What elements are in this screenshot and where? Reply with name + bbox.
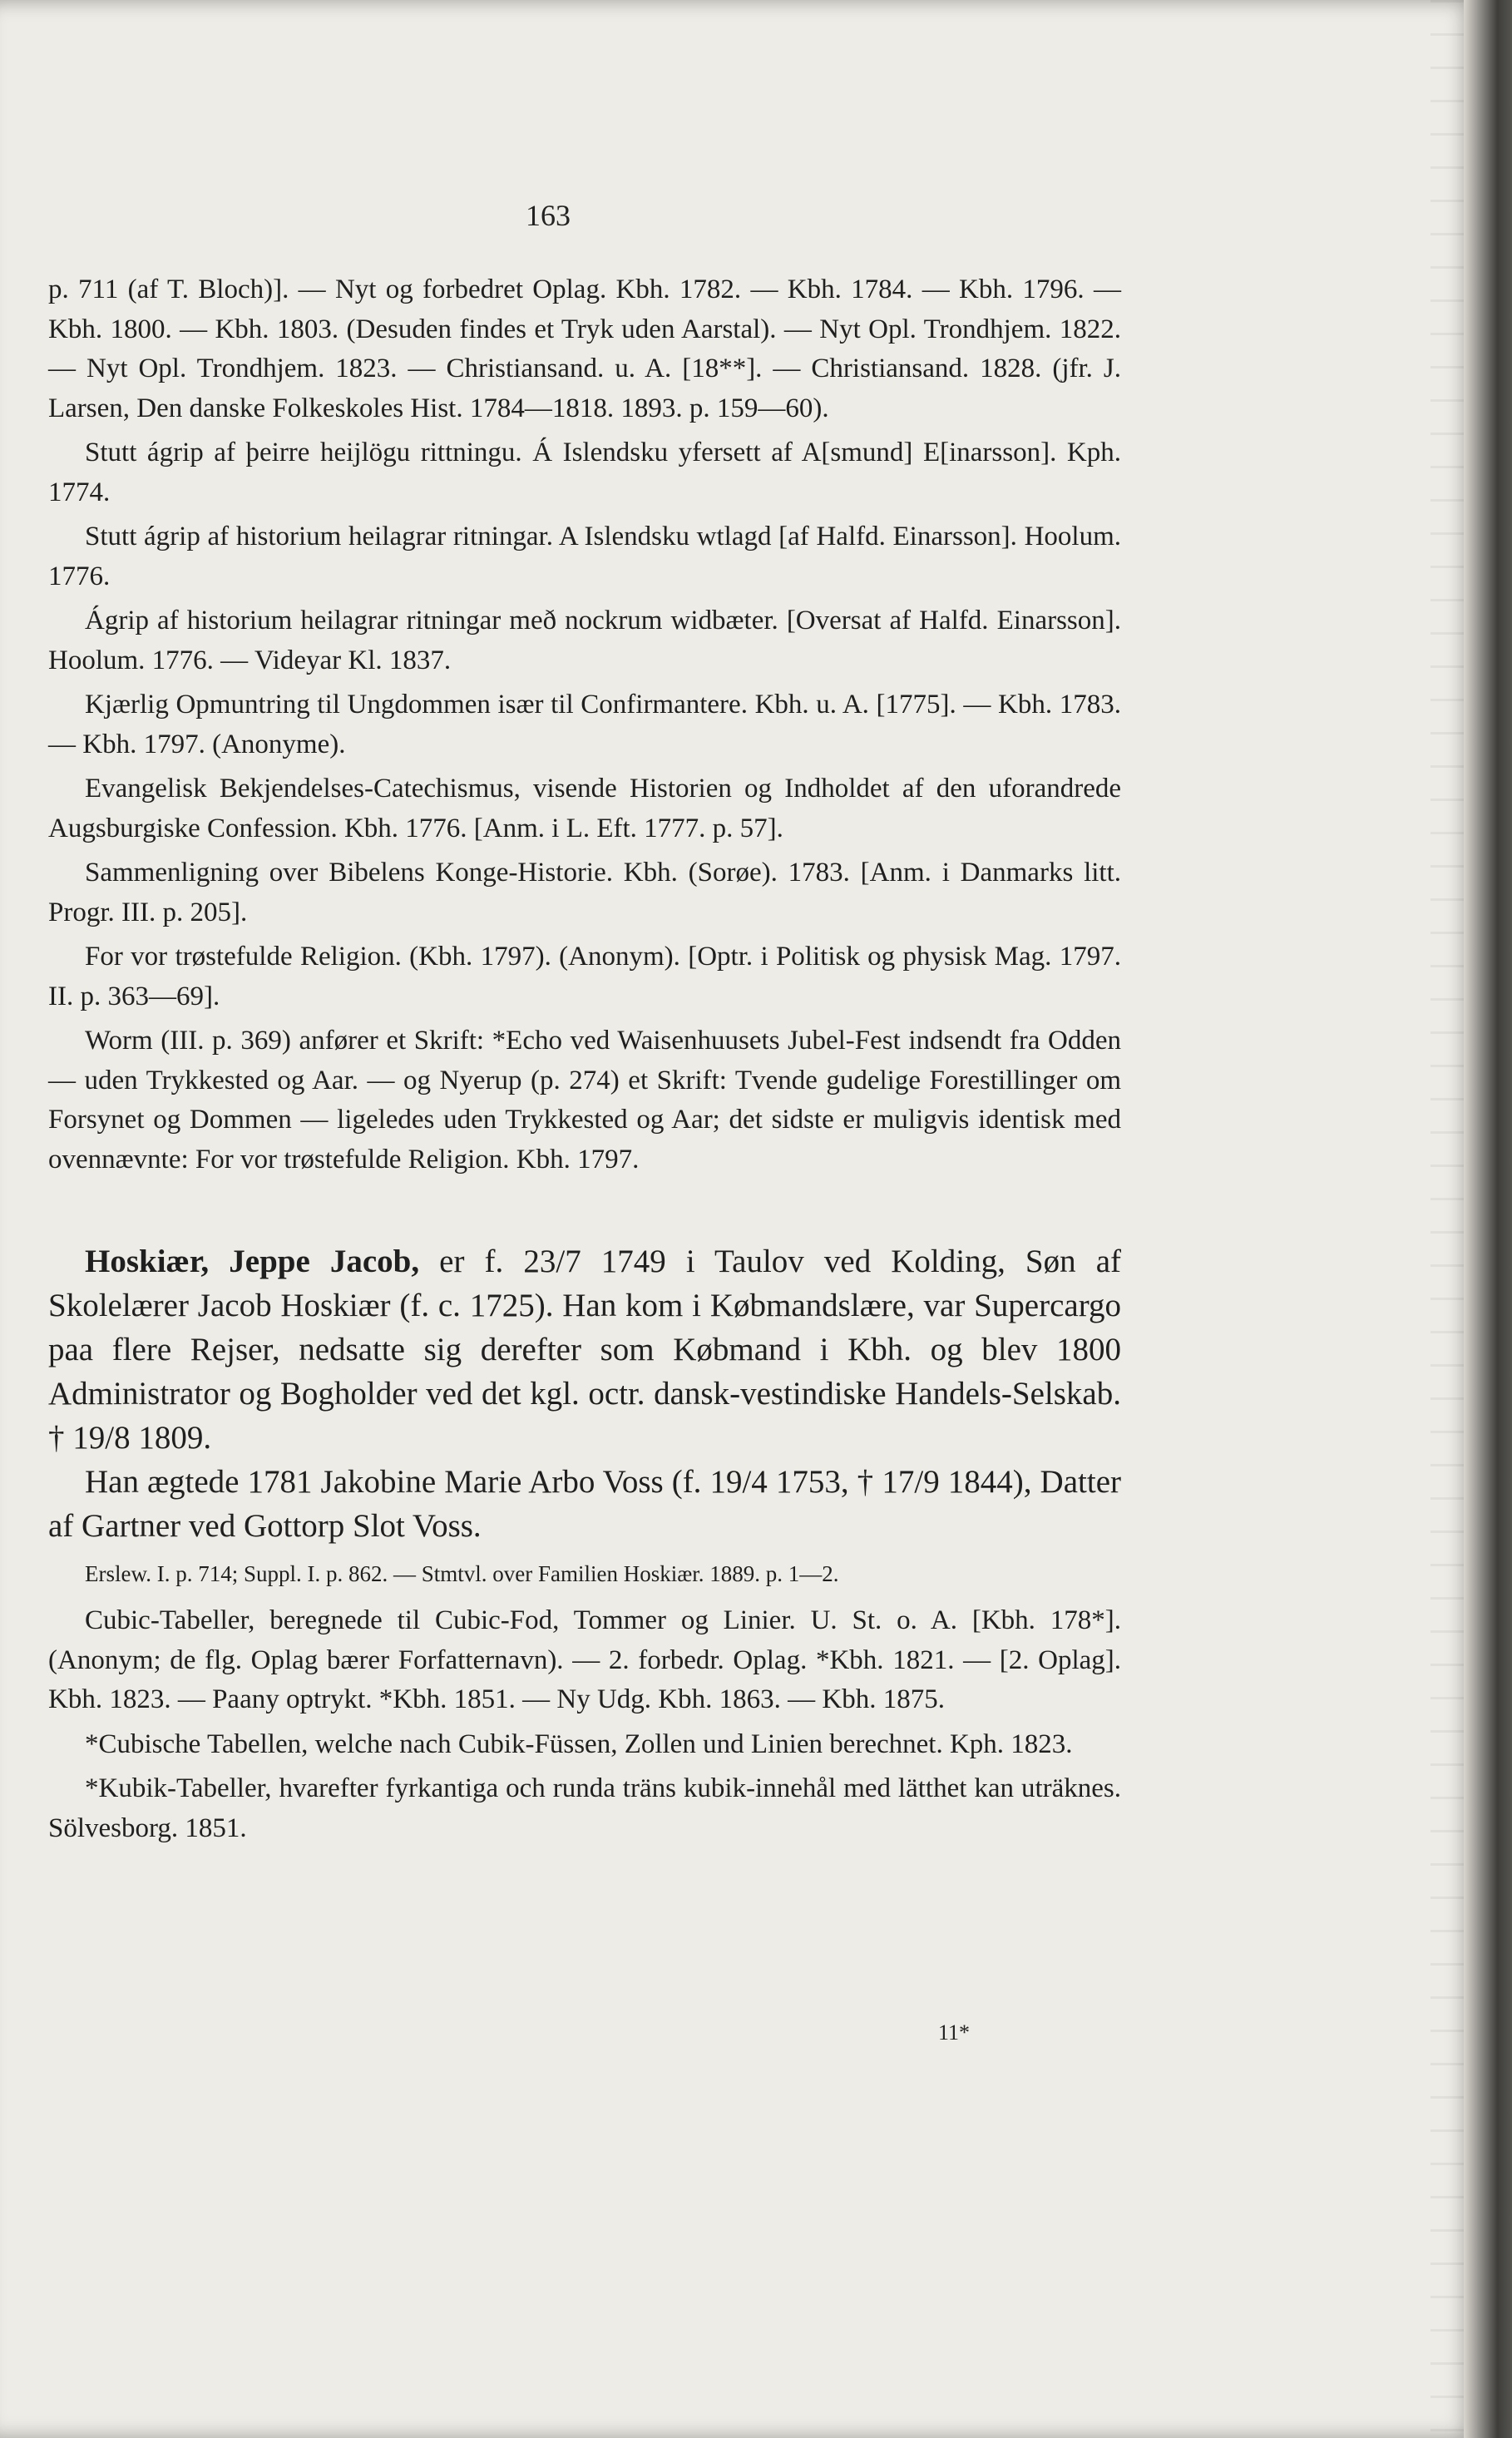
biography-text: er f. 23/7 1749 i Taulov ved Kolding, Søn af Skolelærer Jacob Hoskiær (f. c. 1725). Han kom i Købmandslære, var Supercargo paa flere Rejser, nedsatte sig derefter som Købmand i Kbh. og blev 1800 Administrator og Bogholder ved det kgl. octr. dansk-vestindiske Handels-Selskab. † 19/8 1809. bbox=[48, 1244, 1121, 1456]
biography-marriage: Han ægtede 1781 Jakobine Marie Arbo Voss (f. 19/4 1753, † 17/9 1844), Datter af Gartner ved Gottorp Slot Voss. bbox=[48, 1464, 1121, 1544]
entry-paragraph: Worm (III. p. 369) anfører et Skrift: *Echo ved Waisenhuusets Jubel-Fest indsendt fra Odden — uden Trykkested og Aar. — og Nyerup (p. 274) et Skrift: Tvende gudelige Forestillinger om Forsynet og Dommen — ligeledes uden Trykkested og Aar; det sidste er muligvis identisk med ovennævnte: For vor trøstefulde Religion. Kbh. 1797. bbox=[48, 1026, 1121, 1174]
work-entry: Cubic-Tabeller, beregnede til Cubic-Fod, Tommer og Linier. U. St. o. A. [Kbh. 178*]. (Anonym; de flg. Oplag bærer Forfatternavn). — 2. forbedr. Oplag. *Kbh. 1821. — [2. Oplag]. Kbh. 1823. — Paany optrykt. *Kbh. 1851. — Ny Udg. Kbh. 1863. — Kbh. 1875. bbox=[48, 1605, 1121, 1714]
entry-paragraph: Sammenligning over Bibelens Konge-Historie. Kbh. (Sorøe). 1783. [Anm. i Danmarks litt. Progr. III. p. 205]. bbox=[48, 858, 1121, 927]
biography-paragraph bbox=[48, 1239, 1121, 1460]
entry-paragraph: p. 711 (af T. Bloch)]. — Nyt og forbedret Oplag. Kbh. 1782. — Kbh. 1784. — Kbh. 1796. — Kbh. 1800. — Kbh. 1803. (Desuden findes et Tryk uden Aarstal). — Nyt Opl. Trondhjem. 1822. — Nyt Opl. Trondhjem. 1823. — Christiansand. u. A. [18**]. — Christiansand. 1828. (jfr. J. Larsen, Den danske Folkeskoles Hist. 1784—1818. 1893. p. 159—60). bbox=[48, 274, 1121, 423]
entry-paragraph: Stutt ágrip af historium heilagrar ritningar. A Islendsku wtlagd [af Halfd. Einarsson]. Hoolum. 1776. bbox=[48, 522, 1121, 591]
page-body bbox=[48, 270, 1121, 1853]
entry-paragraph: For vor trøstefulde Religion. (Kbh. 1797). (Anonym). [Optr. i Politisk og physisk Mag. 1797. II. p. 363—69]. bbox=[48, 942, 1121, 1011]
biography-references: Erslew. I. p. 714; Suppl. I. p. 862. — Stmtvl. over Familien Hoskiær. 1889. p. 1—2. bbox=[85, 1561, 839, 1586]
entry-paragraph: Kjærlig Opmuntring til Ungdommen især til Confirmantere. Kbh. u. A. [1775]. — Kbh. 1783. — Kbh. 1797. (Anonyme). bbox=[48, 690, 1121, 759]
work-entry: *Kubik-Tabeller, hvarefter fyrkantiga och runda träns kubik-innehål med lätthet kan uträknes. Sölvesborg. 1851. bbox=[48, 1773, 1121, 1843]
biography-section bbox=[48, 1239, 1121, 1548]
entry-paragraph: Stutt ágrip af þeirre heijlögu rittningu. Á Islendsku yfersett af A[smund] E[inarsson]. Kph. 1774. bbox=[48, 438, 1121, 507]
entry-paragraph: Ágrip af historium heilagrar ritningar með nockrum widbæter. [Oversat af Halfd. Einarsson]. Hoolum. 1776. — Videyar Kl. 1837. bbox=[48, 606, 1121, 675]
book-spine bbox=[1464, 0, 1512, 2438]
work-entry: *Cubische Tabellen, welche nach Cubik-Füssen, Zollen und Linien berechnet. Kph. 1823. bbox=[85, 1728, 1073, 1759]
page-number: 163 bbox=[526, 199, 571, 232]
biography-name: Hoskiær, Jeppe Jacob, bbox=[85, 1244, 420, 1279]
signature-mark: 11* bbox=[938, 2020, 971, 2045]
page-edge bbox=[1430, 0, 1464, 2438]
entry-paragraph: Evangelisk Bekjendelses-Catechismus, visende Historien og Indholdet af den uforandrede Augsburgiske Confession. Kbh. 1776. [Anm. i L. Eft. 1777. p. 57]. bbox=[48, 774, 1121, 843]
